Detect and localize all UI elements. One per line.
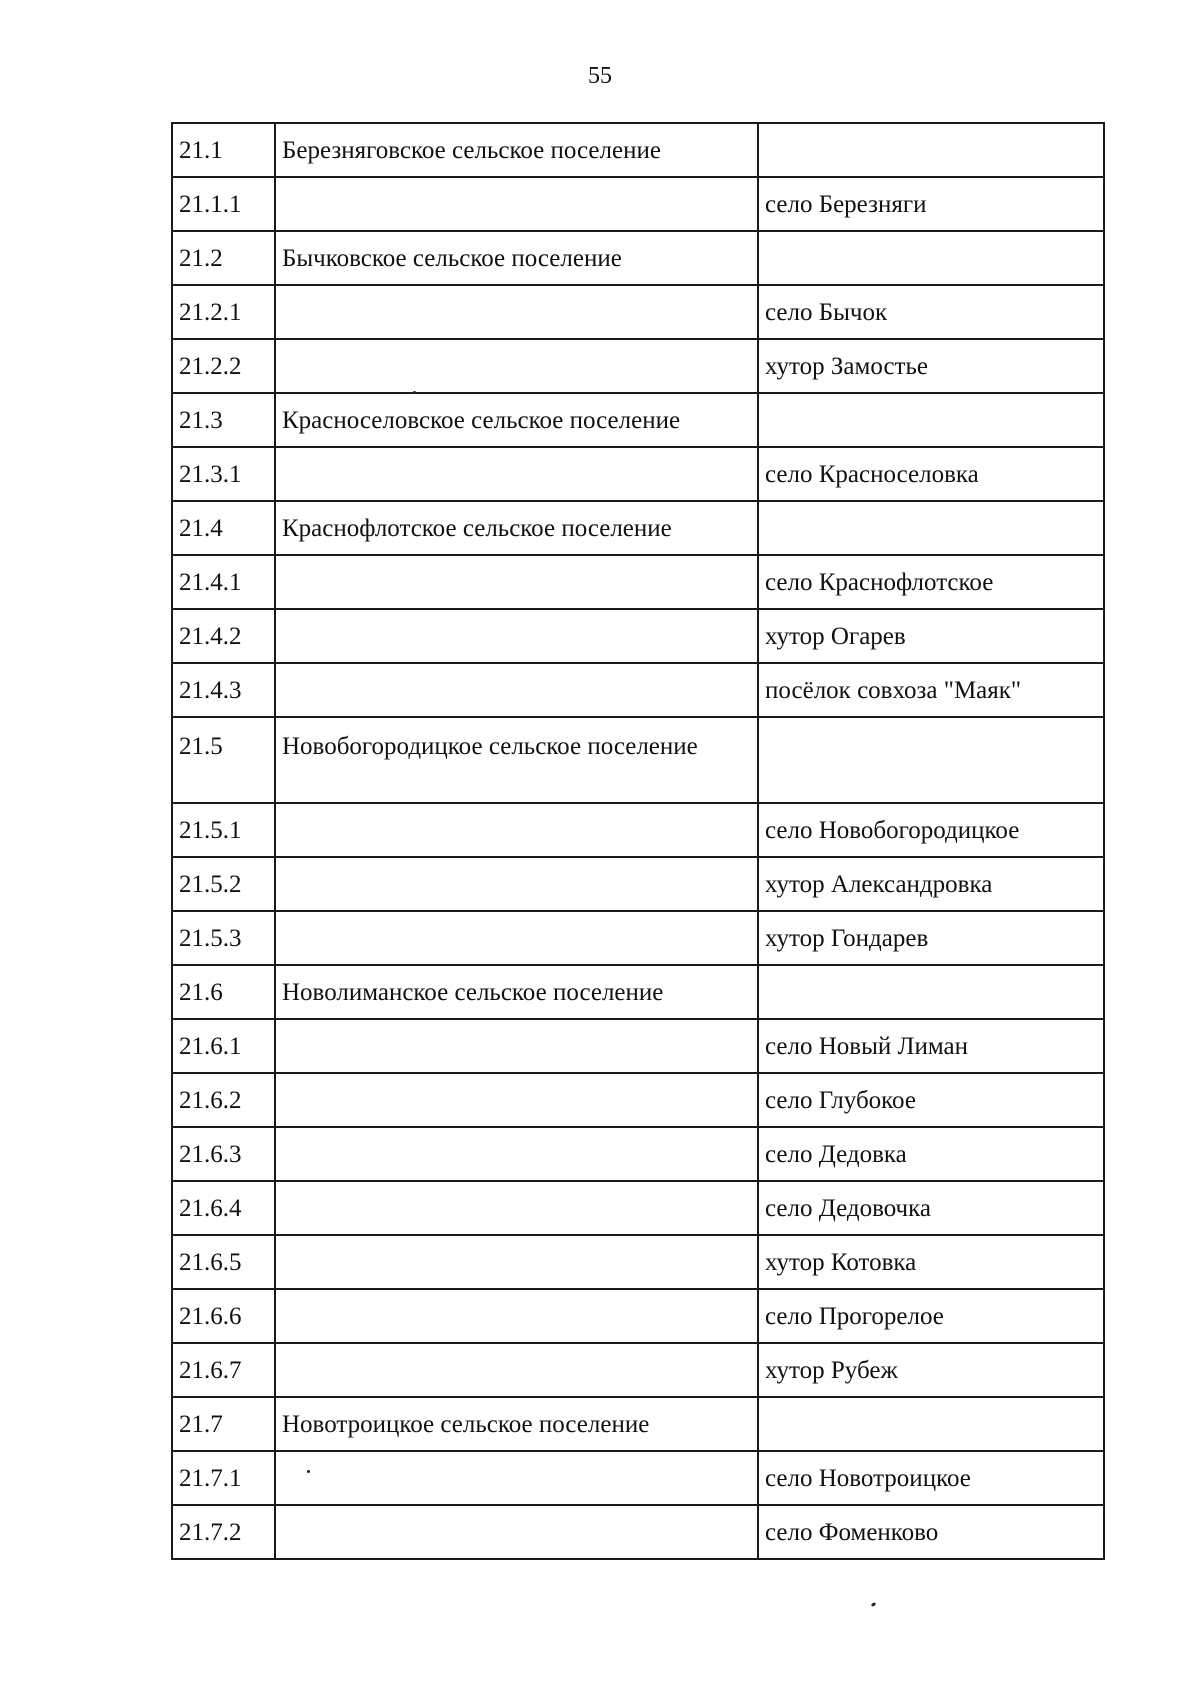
settlement-cell: село Краснофлотское	[758, 555, 1104, 609]
settlement-cell: село Дедовочка	[758, 1181, 1104, 1235]
table-row	[172, 555, 1104, 609]
table-row	[172, 123, 1104, 177]
scan-speck	[871, 1602, 877, 1607]
municipality-cell: Новотроицкое сельское поселение	[275, 1397, 758, 1451]
municipality-cell	[275, 1019, 758, 1073]
municipality-cell	[275, 609, 758, 663]
row-number-cell: 21.6.6	[172, 1289, 275, 1343]
settlement-cell	[758, 231, 1104, 285]
scan-speck	[307, 1470, 310, 1473]
row-number-cell: 21.7.1	[172, 1451, 275, 1505]
settlement-cell	[758, 717, 1104, 803]
settlement-cell	[758, 393, 1104, 447]
row-number-cell: 21.6.5	[172, 1235, 275, 1289]
table-row	[172, 609, 1104, 663]
settlement-cell: село Красноселовка	[758, 447, 1104, 501]
settlement-cell: село Бычок	[758, 285, 1104, 339]
table-row	[172, 501, 1104, 555]
row-number-cell: 21.6.4	[172, 1181, 275, 1235]
row-number-cell: 21.1	[172, 123, 275, 177]
settlement-cell	[758, 123, 1104, 177]
table-row	[172, 1397, 1104, 1451]
settlement-cell: село Фоменково	[758, 1505, 1104, 1559]
row-number-cell: 21.3.1	[172, 447, 275, 501]
row-number-cell: 21.5	[172, 717, 275, 803]
row-number-cell: 21.6.7	[172, 1343, 275, 1397]
row-number-cell: 21.4.3	[172, 663, 275, 717]
settlement-cell: посёлок совхоза "Маяк"	[758, 663, 1104, 717]
row-number-cell: 21.4.1	[172, 555, 275, 609]
table-row	[172, 857, 1104, 911]
settlement-cell	[758, 965, 1104, 1019]
settlement-cell: село Новотроицкое	[758, 1451, 1104, 1505]
table-row	[172, 231, 1104, 285]
municipality-cell	[275, 1127, 758, 1181]
table-row	[172, 447, 1104, 501]
table-row	[172, 1181, 1104, 1235]
settlement-cell: хутор Рубеж	[758, 1343, 1104, 1397]
table-row	[172, 1235, 1104, 1289]
settlement-cell: село Дедовка	[758, 1127, 1104, 1181]
settlement-cell: село Новобогородицкое	[758, 803, 1104, 857]
row-number-cell: 21.5.3	[172, 911, 275, 965]
municipality-cell	[275, 1451, 758, 1505]
row-number-cell: 21.1.1	[172, 177, 275, 231]
row-number-cell: 21.3	[172, 393, 275, 447]
table-row	[172, 663, 1104, 717]
row-number-cell: 21.4.2	[172, 609, 275, 663]
table-row	[172, 1505, 1104, 1559]
municipality-cell: Березняговское сельское поселение	[275, 123, 758, 177]
municipality-cell	[275, 911, 758, 965]
row-number-cell: 21.6.3	[172, 1127, 275, 1181]
settlement-cell: село Новый Лиман	[758, 1019, 1104, 1073]
settlement-cell	[758, 1397, 1104, 1451]
scan-speck	[413, 391, 416, 394]
municipality-cell	[275, 663, 758, 717]
table-row	[172, 1451, 1104, 1505]
table-row	[172, 1289, 1104, 1343]
municipality-cell: Новобогородицкое сельское поселение	[275, 717, 758, 803]
row-number-cell: 21.6	[172, 965, 275, 1019]
table-row	[172, 1019, 1104, 1073]
municipality-cell	[275, 1181, 758, 1235]
table-row	[172, 177, 1104, 231]
settlement-cell: хутор Котовка	[758, 1235, 1104, 1289]
row-number-cell: 21.6.1	[172, 1019, 275, 1073]
settlement-cell: хутор Александровка	[758, 857, 1104, 911]
table-row	[172, 285, 1104, 339]
settlement-cell	[758, 501, 1104, 555]
table-row	[172, 1073, 1104, 1127]
row-number-cell: 21.6.2	[172, 1073, 275, 1127]
row-number-cell: 21.5.1	[172, 803, 275, 857]
row-number-cell: 21.2.2	[172, 339, 275, 393]
municipality-cell: Новолиманское сельское поселение	[275, 965, 758, 1019]
municipality-cell	[275, 1289, 758, 1343]
settlements-table	[171, 122, 1105, 1560]
table-row	[172, 393, 1104, 447]
row-number-cell: 21.4	[172, 501, 275, 555]
row-number-cell: 21.5.2	[172, 857, 275, 911]
row-number-cell: 21.2	[172, 231, 275, 285]
municipality-cell: Красноселовское сельское поселение	[275, 393, 758, 447]
settlement-cell: хутор Гондарев	[758, 911, 1104, 965]
table-row	[172, 1343, 1104, 1397]
municipality-cell	[275, 177, 758, 231]
table-row	[172, 965, 1104, 1019]
row-number-cell: 21.7	[172, 1397, 275, 1451]
settlement-cell: село Глубокое	[758, 1073, 1104, 1127]
municipality-cell	[275, 339, 758, 393]
municipality-cell: Краснофлотское сельское поселение	[275, 501, 758, 555]
table-row	[172, 911, 1104, 965]
row-number-cell: 21.2.1	[172, 285, 275, 339]
settlement-cell: хутор Замостье	[758, 339, 1104, 393]
municipality-cell	[275, 555, 758, 609]
municipality-cell	[275, 285, 758, 339]
table-row	[172, 1127, 1104, 1181]
municipality-cell	[275, 447, 758, 501]
municipality-cell	[275, 1343, 758, 1397]
municipality-cell: Бычковское сельское поселение	[275, 231, 758, 285]
municipality-cell	[275, 1505, 758, 1559]
settlement-cell: село Прогорелое	[758, 1289, 1104, 1343]
settlement-cell: село Березняги	[758, 177, 1104, 231]
page-number: 55	[588, 63, 612, 89]
municipality-cell	[275, 803, 758, 857]
table-row	[172, 717, 1104, 803]
settlement-cell: хутор Огарев	[758, 609, 1104, 663]
municipality-cell	[275, 857, 758, 911]
row-number-cell: 21.7.2	[172, 1505, 275, 1559]
municipality-cell	[275, 1235, 758, 1289]
table-row	[172, 803, 1104, 857]
table-row	[172, 339, 1104, 393]
municipality-cell	[275, 1073, 758, 1127]
